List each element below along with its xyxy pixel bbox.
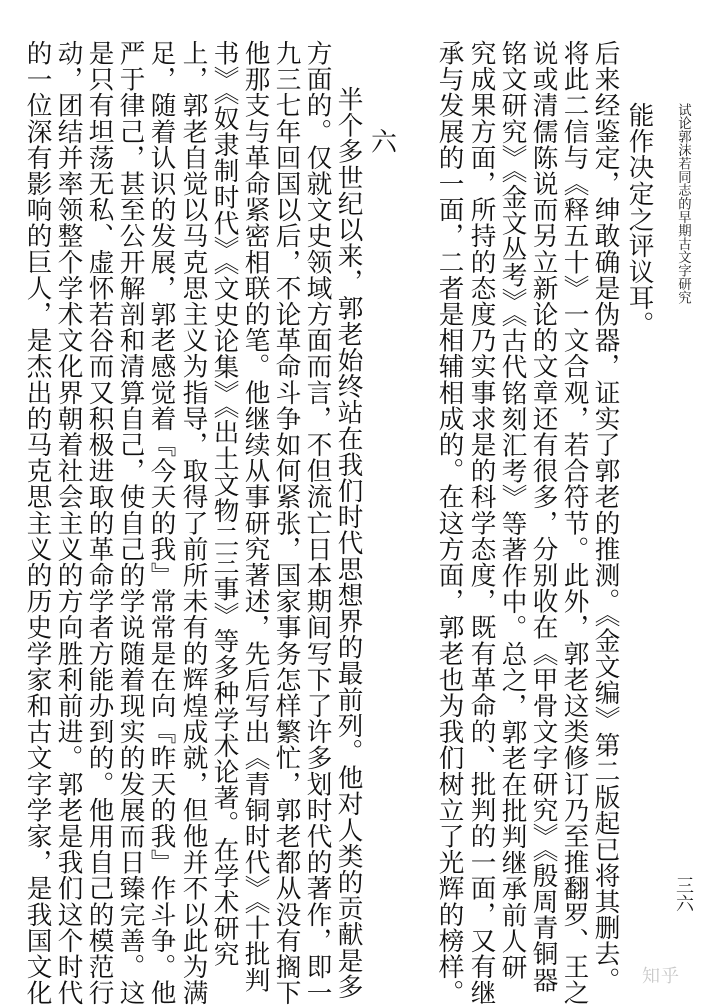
text-column-11: 他那支与革命紧密相联的笔。他继续从事研究著述，先后写出《青铜时代》《十批判	[240, 40, 271, 993]
text-column-3: 将此二信与《释五十》一文合观，若合符节。此外，郭老这类修订乃至推翻罗、王之	[559, 40, 590, 1006]
text-column-18: 的一位深有影响的巨人，是杰出的马克思主义的历史学家和古文字学家，是我国文化	[22, 40, 53, 1006]
watermark-logo: 知乎	[642, 966, 680, 987]
text-column-13: 上，郭老自觉以马克思主义为指导，取得了前所未有的辉煌成就，但他并不以此为满	[178, 40, 209, 1006]
text-column-15: 严于律己，甚至公开解剖和清算自己，使自己的学说随着现实的发展而日臻完善。这	[115, 40, 146, 1006]
text-column-9: 方面的。仅就文史领域方面而言，不但流亡日本期间写下了许多划时代的著作，即一	[302, 40, 333, 1006]
text-column-4: 说或清儒陈说而另立新论的文章还有很多，分别收在《甲骨文字研究》《殷周青铜器	[528, 40, 559, 993]
text-column-2: 后来经鉴定，绅敢确是伪器，证实了郭老的推测。《金文编》第二版起已将其删去。	[590, 40, 621, 993]
text-column-6: 究成果方面，所持的态度乃实事求是的科学态度，既有革命的、批判的一面，又有继	[466, 40, 497, 1006]
text-column-12: 书》《奴隶制时代》《文史论集》《出土文物二三事》等多种学术论著。在学术研究	[209, 40, 240, 968]
text-column-14: 足，随着认识的发展，郭老感觉着『今天的我』常常是在向『昨天的我』作斗争。他	[146, 40, 177, 1006]
text-column-7: 承与发展的一面，二者是相辅相成的。在这方面，郭老也为我们树立了光辉的榜样。	[434, 40, 465, 1006]
text-column-1: 能作决定之评议耳。	[624, 102, 655, 337]
running-header: 试论郭沫若同志的早期古文字研究	[675, 103, 691, 304]
section-number: 六	[371, 128, 398, 158]
text-column-16: 是只有坦荡无私、虚怀若谷而又积极进取的革命学者方能办到的。他用自己的模范行	[84, 40, 115, 1006]
text-column-5: 铭文研究》《金文丛考》《古代铭刻汇考》等著作中。总之，郭老在批判继承前人研	[497, 40, 528, 981]
text-column-8: 半个多世纪以来，郭老始终站在我们时代思想界的最前列。他对人类的贡献是多	[333, 86, 364, 1000]
text-column-10: 九三七年回国以后，不论革命斗争如何紧张，国家事务怎样繁忙，郭老都从没有搁下	[271, 40, 302, 1006]
text-column-17: 动，团结并率领整个学术文化界朝着社会主义的方向胜利前进。郭老是我们这个时代	[53, 40, 84, 1006]
page-number: 三六	[673, 876, 694, 912]
